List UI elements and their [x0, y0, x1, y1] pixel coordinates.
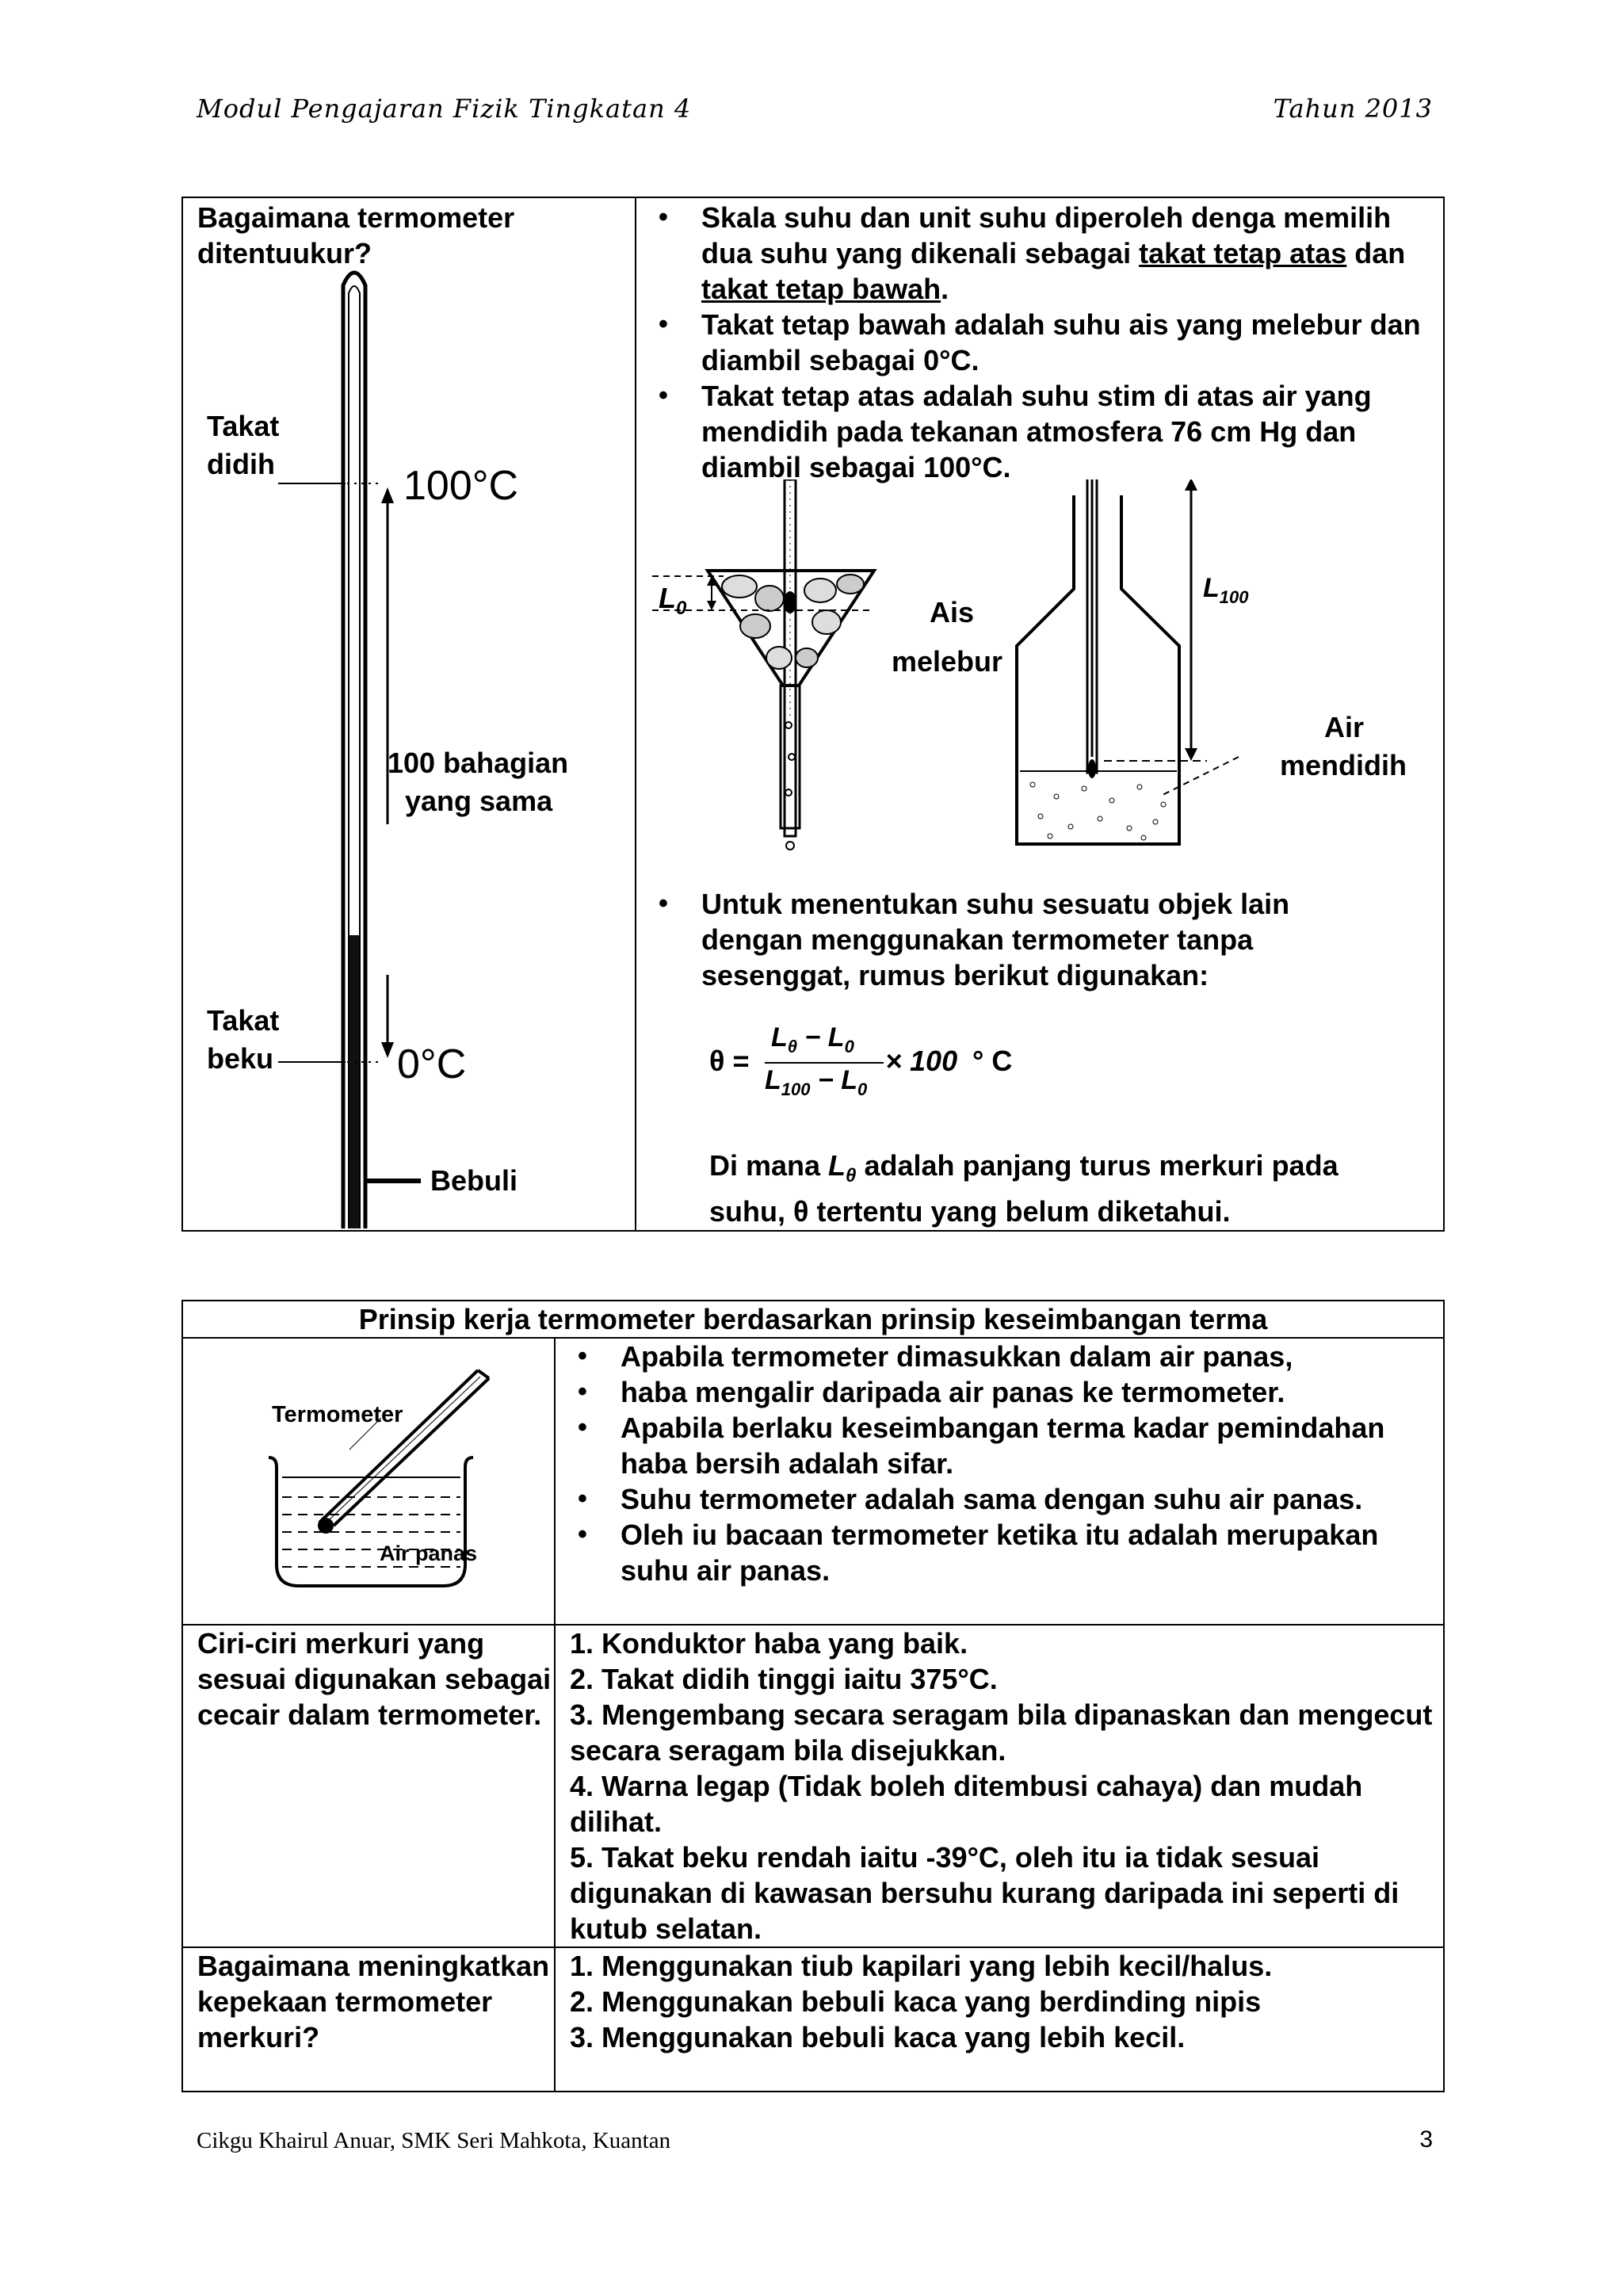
page-number: 3 — [1419, 2126, 1433, 2153]
takat-beku-label: Takat — [207, 1004, 280, 1037]
formula-bullets — [636, 886, 1350, 993]
takat-didih-label-2: didih — [207, 448, 275, 480]
principle-title: Prinsip kerja termometer berdasarkan prinsip keseimbangan terma — [182, 1301, 1444, 1338]
bullet-fixed-points: • Skala suhu dan unit suhu diperoleh denga memilih dua suhu yang dikenali sebagai takat tetap atas dan takat tetap bawah. — [636, 200, 1429, 307]
beaker-thermometer-diagram — [183, 1339, 540, 1624]
calibration-table — [181, 197, 1445, 1232]
page-footer — [197, 2128, 1433, 2154]
sensitivity-question: Bagaimana meningkatkan kepekaan termometer merkuri? — [182, 1947, 555, 2092]
takat-beku-label-2: beku — [207, 1042, 274, 1075]
l100-label: $L_{100}$ — [1203, 573, 1249, 607]
boiling-flask-icon — [1005, 479, 1254, 852]
calibration-question: Bagaimana termometer ditentuukur? — [197, 201, 515, 269]
ais-melebur-label-2: melebur — [892, 645, 1003, 678]
mercury-properties-list — [555, 1625, 1444, 1947]
bullet-item: • haba mengalir daripada air panas ke termometer. — [556, 1374, 1443, 1410]
formula-note: Di mana $L_\theta$ adalah panjang turus merkuri pada suhu, θ tertentu yang belum diketahui. — [709, 1149, 1338, 1228]
bahagian-label: 100 bahagian — [388, 747, 569, 779]
calibration-question-cell — [182, 197, 636, 1231]
formula-unit: ° C — [972, 1045, 1013, 1077]
list-item: 1. Menggunakan tiub kapilari yang lebih kecil/halus. — [570, 1950, 1273, 1982]
formula-denominator: $L_{100} - L_0$ — [765, 1065, 868, 1099]
calibration-figure — [636, 479, 1437, 892]
formula — [709, 1022, 1121, 1102]
header-title: Modul Pengajaran Fizik Tingkatan 4 — [197, 94, 692, 124]
bullet-lower-fixed-point: • Takat tetap bawah adalah suhu ais yang melebur dan diambil sebagai 0°C. — [636, 307, 1429, 378]
header-year: Tahun 2013 — [1273, 94, 1433, 124]
ice-funnel-icon — [652, 479, 874, 850]
sensitivity-list — [555, 1947, 1444, 2092]
lower-temp-label: 0°C — [397, 1041, 467, 1087]
list-item: 2. Takat didih tinggi iaitu 375°C. — [570, 1663, 998, 1695]
ais-melebur-label: Ais — [930, 596, 975, 628]
l0-label: $L_0$ — [659, 582, 687, 619]
list-item: 3. Mengembang secara seragam bila dipanaskan dan mengecut secara seragam bila disejukkan. — [570, 1698, 1433, 1767]
upper-temp-label: 100°C — [403, 463, 519, 509]
footer-author: Cikgu Khairul Anuar, SMK Seri Mahkota, Kuantan — [197, 2128, 671, 2153]
air-mendidih-label: Air — [1324, 711, 1365, 743]
bullet-item: • Apabila berlaku keseimbangan terma kadar pemindahan haba bersih adalah sifar. — [556, 1410, 1443, 1481]
beaker-icon — [269, 1457, 473, 1586]
mercury-table — [181, 1300, 1445, 2092]
bebuli-label: Bebuli — [430, 1164, 518, 1197]
mercury-properties-question: Ciri-ciri merkuri yang sesuai digunakan sebagai cecair dalam termometer. — [182, 1625, 555, 1947]
formula-lhs: θ = — [709, 1045, 750, 1077]
bahagian-label-2: yang sama — [405, 785, 553, 817]
bullet-item: • Suhu termometer adalah sama dengan suhu air panas. — [556, 1481, 1443, 1517]
thermometer-scale-diagram — [183, 262, 632, 1228]
calibration-bullets — [636, 200, 1429, 485]
thermal-equilibrium-diagram-cell — [182, 1338, 555, 1625]
formula-numerator: $L_\theta - L_0$ — [771, 1022, 854, 1056]
air-panas-label: Air panas — [380, 1541, 478, 1565]
list-item: 1. Konduktor haba yang baik. — [570, 1627, 968, 1660]
page-header — [197, 94, 1433, 133]
air-mendidih-label-2: mendidih — [1280, 749, 1407, 781]
thermometer-icon — [318, 1370, 489, 1534]
thermal-equilibrium-bullets-cell — [555, 1338, 1444, 1625]
termometer-label: Termometer — [272, 1402, 403, 1427]
thermal-equilibrium-bullets — [556, 1339, 1443, 1588]
list-item: 5. Takat beku rendah iaitu -39°C, oleh itu ia tidak sesuai digunakan di kawasan bersuhu kurang daripada ini seperti di kutub selatan. — [570, 1841, 1400, 1945]
bullet-formula-intro: • Untuk menentukan suhu sesuatu objek lain dengan menggunakan termometer tanpa sesenggat, rumus berikut digunakan: — [636, 886, 1350, 993]
calibration-explanation-cell — [636, 197, 1444, 1231]
bullet-upper-fixed-point: • Takat tetap atas adalah suhu stim di atas air yang mendidih pada tekanan atmosfera 76 cm Hg dan diambil sebagai 100°C. — [636, 378, 1429, 485]
formula-multiplier: × 100 — [885, 1045, 958, 1077]
bullet-item: • Apabila termometer dimasukkan dalam air panas, — [556, 1339, 1443, 1374]
list-item: 2. Menggunakan bebuli kaca yang berdinding nipis — [570, 1985, 1262, 2018]
bullet-item: • Oleh iu bacaan termometer ketika itu adalah merupakan suhu air panas. — [556, 1517, 1443, 1588]
takat-didih-label: Takat — [207, 410, 280, 442]
list-item: 3. Menggunakan bebuli kaca yang lebih kecil. — [570, 2021, 1186, 2053]
list-item: 4. Warna legap (Tidak boleh ditembusi cahaya) dan mudah dilihat. — [570, 1770, 1363, 1838]
